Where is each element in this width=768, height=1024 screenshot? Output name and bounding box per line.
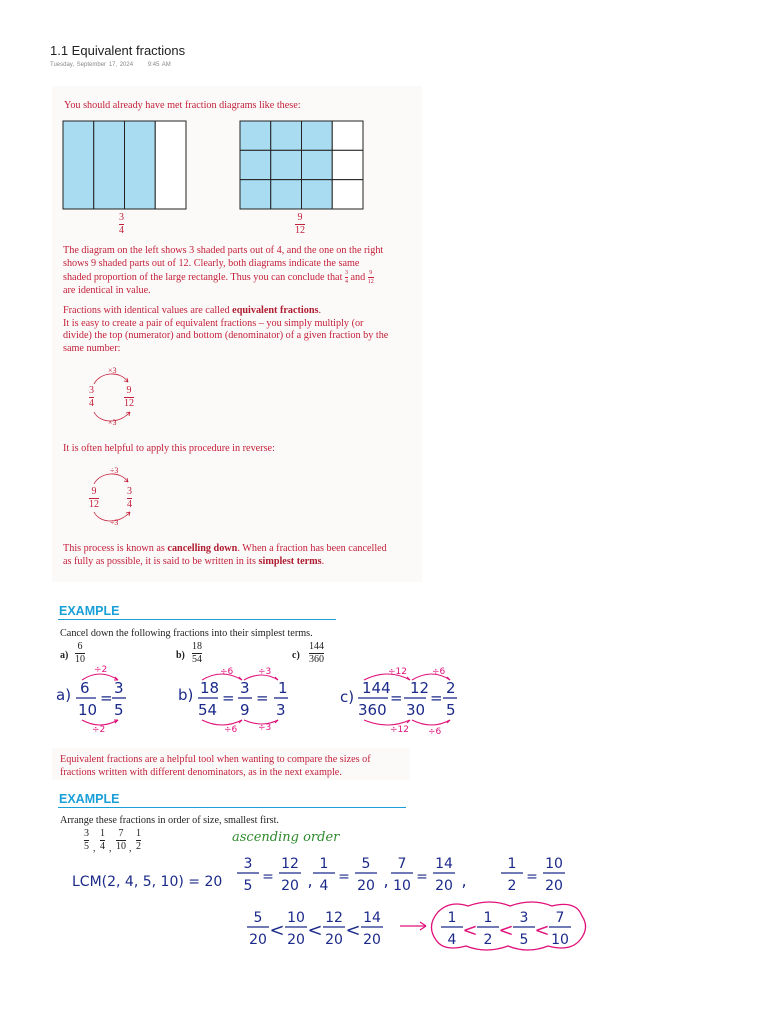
hw-a-frac1-num: 6 xyxy=(80,679,90,697)
hw-b-frac2-num: 3 xyxy=(240,679,250,697)
conversion-0-equals: = xyxy=(262,869,274,885)
conversion-1-comma: , xyxy=(383,871,389,890)
ordered-lt-2: < xyxy=(345,920,361,941)
diagram-cell-empty xyxy=(332,180,363,209)
answer-fraction-1 xyxy=(477,910,499,948)
ordered-twentieth-2 xyxy=(323,910,345,948)
ordered-twentieth-3-den: 20 xyxy=(363,932,381,948)
example-2-heading: EXAMPLE xyxy=(59,792,120,806)
ordered-twentieth-0 xyxy=(247,910,269,948)
ordered-twentieth-2-den: 20 xyxy=(325,932,343,948)
conversion-0-original xyxy=(237,856,259,894)
multiply-from-fraction: 3 4 xyxy=(89,385,94,409)
hw-c-frac1-num: 144 xyxy=(362,679,391,697)
conversion-2-comma: , xyxy=(461,871,467,890)
conversion-1-twentieths xyxy=(355,856,377,894)
conversion-2-original xyxy=(391,856,413,894)
handwritten-lcm: LCM(2, 4, 5, 10) = 20 xyxy=(72,874,223,890)
diagram-left-label: 3 4 xyxy=(119,212,124,236)
page-time: 9:45 AM xyxy=(147,62,171,68)
answer-fraction-2-num: 3 xyxy=(519,910,529,926)
answer-fraction-3-num: 7 xyxy=(555,910,565,926)
hw-b-frac2-den: 9 xyxy=(240,701,250,719)
diagram-cell-empty xyxy=(332,150,363,179)
answer-fraction-1-num: 1 xyxy=(483,910,493,926)
multiply-arrows xyxy=(88,366,148,430)
diagram-cell-shaded xyxy=(125,121,156,209)
handwritten-conversions xyxy=(230,852,563,898)
hw-a-label: a) xyxy=(56,686,72,704)
divide-bottom-op: ÷3 xyxy=(110,518,119,527)
answer-fraction-0 xyxy=(441,910,463,948)
conversion-1-twentieths-num: 5 xyxy=(361,856,371,872)
ordered-twentieth-1-den: 20 xyxy=(287,932,305,948)
diagram-cell-shaded xyxy=(240,121,271,150)
diagram-cell-shaded xyxy=(240,180,271,209)
ordered-twentieth-2-num: 12 xyxy=(325,910,343,926)
conversion-2-equals: = xyxy=(416,869,428,885)
hw-a-eq: = xyxy=(100,689,113,707)
hw-c-div2-bottom: ÷6 xyxy=(428,727,442,737)
diagram-cell-shaded xyxy=(63,121,94,209)
hw-c-frac1-den: 360 xyxy=(358,701,387,719)
conversion-3-original-num: 1 xyxy=(507,856,517,872)
diagram-cell-empty xyxy=(155,121,186,209)
hw-c-frac3-num: 2 xyxy=(446,679,456,697)
hw-b-eq2: = xyxy=(256,689,269,707)
hw-c-div1-bottom: ÷12 xyxy=(390,725,409,735)
diagram-cell-shaded xyxy=(271,121,302,150)
answer-fraction-2-den: 5 xyxy=(519,932,529,948)
ordered-twentieth-3 xyxy=(361,910,383,948)
multiply-top-op: ×3 xyxy=(108,366,117,375)
conversion-3-twentieths-den: 20 xyxy=(545,878,563,894)
conversion-3-twentieths xyxy=(543,856,565,894)
answer-fraction-0-den: 4 xyxy=(447,932,457,948)
hw-b-div2-bottom: ÷3 xyxy=(258,723,272,733)
page-title: 1.1 Equivalent fractions xyxy=(50,43,186,58)
hw-b-frac1-den: 54 xyxy=(198,701,218,719)
definition-paragraph: Fractions with identical values are called equivalent fractions. It is easy to create a pair of equivalent fractions – you simply multiply (or divide) the top (numerator) and bottom (denominator) of a given fraction by the same number: xyxy=(63,305,389,354)
conversion-0-original-den: 5 xyxy=(243,878,253,894)
conversion-1-original-den: 4 xyxy=(319,878,329,894)
handwritten-ordering xyxy=(240,898,590,954)
conversion-0-original-num: 3 xyxy=(243,856,253,872)
hw-c-eq1: = xyxy=(390,689,403,707)
page-date: Tuesday, September 17, 2024 xyxy=(50,62,134,68)
divide-to-fraction: 3 4 xyxy=(127,486,132,510)
diagram-cell-shaded xyxy=(302,121,333,150)
answer-fraction-1-den: 2 xyxy=(483,932,493,948)
example-2-prompt: Arrange these fractions in order of size, smallest first. xyxy=(60,815,279,826)
conversion-0-twentieths-num: 12 xyxy=(281,856,299,872)
hw-b-div1-bottom: ÷6 xyxy=(224,725,238,735)
conversion-2-twentieths-num: 14 xyxy=(435,856,453,872)
hw-c-eq2: = xyxy=(430,689,443,707)
hw-a-frac1-den: 10 xyxy=(78,701,98,719)
conversion-0-comma: , xyxy=(307,871,313,890)
example-2-rule xyxy=(58,807,406,808)
ordered-lt-1: < xyxy=(307,920,323,941)
reverse-text: It is often helpful to apply this procedure in reverse: xyxy=(63,443,275,454)
conversion-0-twentieths xyxy=(279,856,301,894)
divide-top-op: ÷3 xyxy=(110,466,119,475)
hw-b-div1-top: ÷6 xyxy=(220,667,234,677)
hw-b-frac1-num: 18 xyxy=(200,679,220,697)
hw-a-frac2-num: 3 xyxy=(114,679,124,697)
ordered-twentieth-0-den: 20 xyxy=(249,932,267,948)
diagram-cell-shaded xyxy=(302,150,333,179)
example-1-prompt: Cancel down the following fractions into their simplest terms. xyxy=(60,628,313,639)
fraction-diagram-quarters xyxy=(62,120,187,210)
handwritten-cancelling-work xyxy=(50,660,480,740)
divide-from-fraction: 9 12 xyxy=(89,486,99,510)
conversion-1-equals: = xyxy=(338,869,350,885)
diagram-cell-empty xyxy=(332,121,363,150)
conversion-3-original-den: 2 xyxy=(507,878,517,894)
conversion-1-original-num: 1 xyxy=(319,856,329,872)
fraction-diagram-twelfths xyxy=(239,120,364,210)
page-timestamp xyxy=(50,62,183,68)
hw-b-div2-top: ÷3 xyxy=(258,667,272,677)
hw-c-frac2-num: 12 xyxy=(410,679,430,697)
example-1-rule xyxy=(58,619,336,620)
cancelling-paragraph: This process is known as cancelling down. When a fraction has been cancelled as fully as possible, it is said to be written in its simplest terms. xyxy=(63,543,387,567)
hw-a-div-bottom: ÷2 xyxy=(92,725,106,735)
conversion-1-original xyxy=(313,856,335,894)
hw-b-eq1: = xyxy=(222,689,235,707)
ordered-twentieth-1 xyxy=(285,910,307,948)
conversion-2-original-num: 7 xyxy=(397,856,407,872)
answer-fraction-0-num: 1 xyxy=(447,910,457,926)
conversion-3-twentieths-num: 10 xyxy=(545,856,563,872)
ordered-lt-0: < xyxy=(269,920,285,941)
hw-b-frac3-num: 1 xyxy=(278,679,288,697)
answer-lt-0: < xyxy=(462,920,478,941)
answer-lt-2: < xyxy=(534,920,550,941)
diagram-cell-shaded xyxy=(94,121,125,209)
multiply-bottom-op: ×3 xyxy=(108,418,117,427)
diagram-cell-shaded xyxy=(271,180,302,209)
multiply-to-fraction: 9 12 xyxy=(124,385,134,409)
hw-b-frac3-den: 3 xyxy=(276,701,286,719)
diagram-right-label: 9 12 xyxy=(295,212,305,236)
conversion-2-twentieths xyxy=(433,856,455,894)
answer-fraction-3 xyxy=(549,910,571,948)
ordered-twentieth-3-num: 14 xyxy=(363,910,381,926)
conversion-3-original xyxy=(501,856,523,894)
answer-lt-1: < xyxy=(498,920,514,941)
example-1-heading: EXAMPLE xyxy=(59,604,120,618)
hw-a-div-top: ÷2 xyxy=(94,665,108,675)
conversion-3-equals: = xyxy=(526,869,538,885)
hw-c-div1-top: ÷12 xyxy=(388,667,407,677)
conversion-0-twentieths-den: 20 xyxy=(281,878,299,894)
hw-c-frac2-den: 30 xyxy=(406,701,426,719)
handwritten-ascending-note: ascending order xyxy=(232,830,340,845)
conversion-2-twentieths-den: 20 xyxy=(435,878,453,894)
diagram-cell-shaded xyxy=(271,150,302,179)
hw-c-div2-top: ÷6 xyxy=(432,667,446,677)
ordered-twentieth-1-num: 10 xyxy=(287,910,305,926)
hw-b-label: b) xyxy=(178,686,194,704)
diagram-cell-shaded xyxy=(302,180,333,209)
hw-c-frac3-den: 5 xyxy=(446,701,456,719)
answer-fraction-3-den: 10 xyxy=(551,932,569,948)
answer-fraction-2 xyxy=(513,910,535,948)
hw-a-frac2-den: 5 xyxy=(114,701,124,719)
intro-lead: You should already have met fraction diagrams like these: xyxy=(64,100,301,111)
conversion-1-twentieths-den: 20 xyxy=(357,878,375,894)
hw-c-label: c) xyxy=(340,688,355,706)
diagram-cell-shaded xyxy=(240,150,271,179)
compare-paragraph: Equivalent fractions are a helpful tool when wanting to compare the sizes of fractions written with different denominators, as in the next example. xyxy=(60,754,371,778)
ordered-twentieth-0-num: 5 xyxy=(253,910,263,926)
diagram-explanation: The diagram on the left shows 3 shaded parts out of 4, and the one on the right shows 9 shaded parts out of 12. Clearly, both diagrams indicate the same shaded proportion of the large rectangle. Thus you can conclude that $\frac{3}{4}$ and $\frac{9}{12}$ are identical in value. xyxy=(63,245,384,296)
conversion-2-original-den: 10 xyxy=(393,878,411,894)
